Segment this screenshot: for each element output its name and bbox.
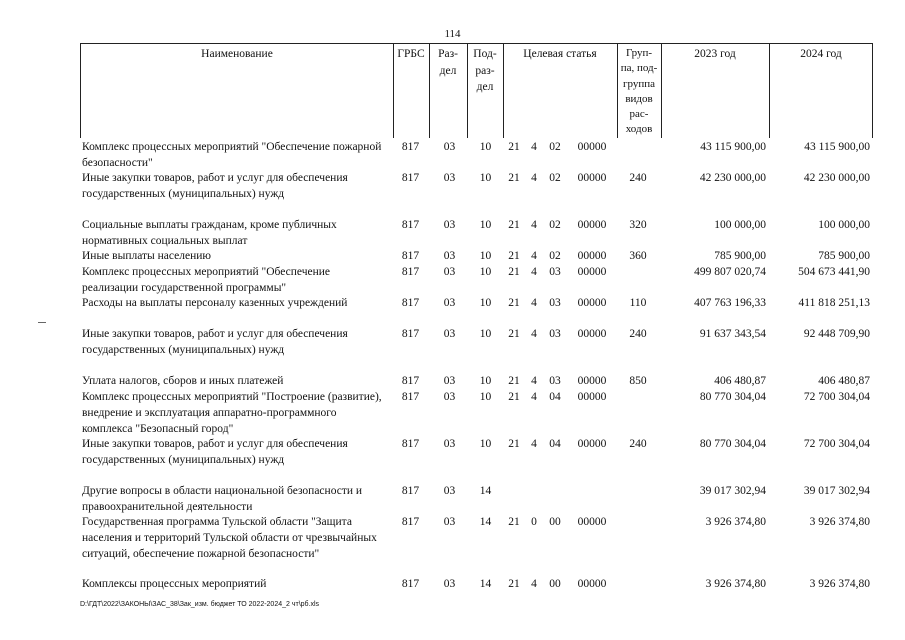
- cell-t4: 00000: [577, 219, 607, 231]
- cell-razdel: 03: [443, 485, 456, 497]
- cell-t2: 4: [531, 328, 537, 340]
- cell-grbs: 817: [401, 297, 420, 309]
- cell-grbs: 817: [401, 485, 420, 497]
- cell-podrazdel: 10: [479, 141, 492, 153]
- cell-razdel: 03: [443, 219, 456, 231]
- cell-y2024: 42 230 000,00: [803, 172, 870, 184]
- cell-t4: 00000: [577, 516, 607, 528]
- cell-razdel: 03: [443, 438, 456, 450]
- cell-t1: 21: [508, 250, 520, 262]
- header-grbs: ГРБС: [397, 48, 425, 60]
- cell-y2023: 406 480,87: [714, 375, 766, 387]
- cell-t4: 00000: [577, 438, 607, 450]
- cell-podrazdel: 10: [479, 250, 492, 262]
- cell-grbs: 817: [401, 375, 420, 387]
- cell-vr: 360: [629, 250, 647, 262]
- cell-t3: 00: [549, 516, 561, 528]
- cell-razdel: 03: [443, 391, 456, 403]
- cell-t2: 4: [531, 297, 537, 309]
- cell-podrazdel: 10: [479, 172, 492, 184]
- cell-razdel: 03: [443, 297, 456, 309]
- cell-razdel: 03: [443, 172, 456, 184]
- cell-y2024: 39 017 302,94: [803, 485, 870, 497]
- cell-t1: 21: [508, 578, 520, 590]
- cell-y2024: 411 818 251,13: [798, 297, 870, 309]
- cell-t4: 00000: [577, 141, 607, 153]
- cell-name: Комплекс процессных мероприятий "Обеспечение реализации государственной программы": [82, 266, 331, 294]
- cell-y2023: 80 770 304,04: [699, 438, 766, 450]
- cell-t2: 4: [531, 266, 537, 278]
- cell-y2024: 504 673 441,90: [798, 266, 870, 278]
- cell-t2: 4: [531, 375, 537, 387]
- cell-t3: 03: [549, 328, 561, 340]
- cell-t3: 03: [549, 375, 561, 387]
- cell-t2: 0: [531, 516, 537, 528]
- cell-t2: 4: [531, 219, 537, 231]
- cell-vr: 240: [629, 328, 647, 340]
- cell-t3: 02: [549, 219, 561, 231]
- cell-razdel: 03: [443, 328, 456, 340]
- margin-mark: [38, 322, 46, 323]
- cell-t1: 21: [508, 141, 520, 153]
- cell-t1: 21: [508, 266, 520, 278]
- cell-t3: 02: [549, 250, 561, 262]
- cell-y2023: 3 926 374,80: [705, 516, 766, 528]
- cell-y2023: 785 900,00: [714, 250, 766, 262]
- cell-razdel: 03: [443, 578, 456, 590]
- cell-y2023: 407 763 196,33: [694, 297, 766, 309]
- cell-grbs: 817: [401, 219, 420, 231]
- cell-t4: 00000: [577, 578, 607, 590]
- cell-y2023: 3 926 374,80: [705, 578, 766, 590]
- cell-t4: 00000: [577, 391, 607, 403]
- cell-t3: 04: [549, 391, 561, 403]
- cell-y2023: 100 000,00: [714, 219, 766, 231]
- cell-y2024: 3 926 374,80: [809, 578, 870, 590]
- cell-grbs: 817: [401, 438, 420, 450]
- cell-grbs: 817: [401, 141, 420, 153]
- cell-t1: 21: [508, 438, 520, 450]
- cell-t4: 00000: [577, 172, 607, 184]
- cell-y2024: 92 448 709,90: [803, 328, 870, 340]
- cell-name: Иные закупки товаров, работ и услуг для обеспечения государственных (муниципальных) нужд: [82, 328, 348, 356]
- cell-t2: 4: [531, 578, 537, 590]
- cell-y2024: 72 700 304,04: [803, 391, 870, 403]
- cell-name: Комплекс процессных мероприятий "Обеспечение пожарной безопасности": [82, 141, 382, 169]
- header-name: Наименование: [201, 48, 273, 60]
- cell-y2024: 406 480,87: [818, 375, 870, 387]
- cell-podrazdel: 10: [479, 297, 492, 309]
- cell-name: Социальные выплаты гражданам, кроме публичных нормативных социальных выплат: [82, 219, 337, 247]
- cell-razdel: 03: [443, 250, 456, 262]
- cell-razdel: 03: [443, 141, 456, 153]
- cell-t1: 21: [508, 172, 520, 184]
- cell-vr: 240: [629, 438, 647, 450]
- cell-y2024: 72 700 304,04: [803, 438, 870, 450]
- cell-y2023: 39 017 302,94: [699, 485, 766, 497]
- cell-grbs: 817: [401, 516, 420, 528]
- cell-t3: 00: [549, 578, 561, 590]
- cell-t4: 00000: [577, 375, 607, 387]
- cell-podrazdel: 10: [479, 391, 492, 403]
- cell-t3: 02: [549, 172, 561, 184]
- cell-name: Комплекс процессных мероприятий "Построение (развитие), внедрение и эксплуатация аппаратно-программного комплекса "Безопасный город": [82, 391, 382, 435]
- cell-t3: 03: [549, 266, 561, 278]
- header-podrazdel: Под- раз- дел: [473, 48, 497, 93]
- cell-y2023: 43 115 900,00: [700, 141, 766, 153]
- cell-t1: 21: [508, 219, 520, 231]
- cell-name: Иные закупки товаров, работ и услуг для обеспечения государственных (муниципальных) нужд: [82, 172, 348, 200]
- cell-t4: 00000: [577, 266, 607, 278]
- cell-podrazdel: 10: [479, 328, 492, 340]
- cell-podrazdel: 10: [479, 375, 492, 387]
- cell-grbs: 817: [401, 578, 420, 590]
- cell-podrazdel: 10: [479, 219, 492, 231]
- cell-t1: 21: [508, 516, 520, 528]
- cell-t3: 04: [549, 438, 561, 450]
- cell-t1: 21: [508, 328, 520, 340]
- cell-name: Расходы на выплаты персоналу казенных учреждений: [82, 297, 348, 309]
- header-vid: Груп- па, под- группа видов рас- ходов: [620, 47, 658, 136]
- cell-razdel: 03: [443, 516, 456, 528]
- cell-vr: 850: [629, 375, 647, 387]
- cell-t1: 21: [508, 391, 520, 403]
- cell-vr: 240: [629, 172, 647, 184]
- cell-grbs: 817: [401, 266, 420, 278]
- cell-y2023: 42 230 000,00: [699, 172, 766, 184]
- cell-podrazdel: 14: [479, 516, 492, 528]
- cell-t2: 4: [531, 391, 537, 403]
- cell-t3: 02: [549, 141, 561, 153]
- cell-y2023: 80 770 304,04: [699, 391, 766, 403]
- header-razdel: Раз- дел: [438, 48, 458, 77]
- cell-y2023: 499 807 020,74: [694, 266, 766, 278]
- cell-name: Уплата налогов, сборов и иных платежей: [82, 375, 284, 387]
- cell-grbs: 817: [401, 172, 420, 184]
- cell-y2024: 3 926 374,80: [809, 516, 870, 528]
- cell-podrazdel: 14: [479, 578, 492, 590]
- cell-t4: 00000: [577, 297, 607, 309]
- cell-t3: 03: [549, 297, 561, 309]
- header-2023: 2023 год: [694, 48, 736, 60]
- cell-grbs: 817: [401, 391, 420, 403]
- cell-t1: 21: [508, 297, 520, 309]
- table-header: [80, 43, 873, 138]
- cell-vr: 320: [629, 219, 647, 231]
- cell-y2024: 43 115 900,00: [804, 141, 870, 153]
- cell-y2024: 100 000,00: [818, 219, 870, 231]
- cell-t4: 00000: [577, 250, 607, 262]
- cell-y2023: 91 637 343,54: [699, 328, 766, 340]
- cell-razdel: 03: [443, 266, 456, 278]
- cell-t2: 4: [531, 141, 537, 153]
- cell-name: Иные закупки товаров, работ и услуг для обеспечения государственных (муниципальных) нужд: [82, 438, 348, 466]
- cell-t2: 4: [531, 438, 537, 450]
- file-path: D:\ГДТ\2022\ЗАКОНЫ\ЗАС_38\Зак_изм. бюджет ТО 2022-2024_2 чт\рб.xls: [80, 601, 320, 608]
- cell-vr: 110: [629, 297, 647, 309]
- cell-t2: 4: [531, 250, 537, 262]
- cell-name: Государственная программа Тульской области "Защита населения и территорий Тульской области от чрезвычайных ситуаций, обеспечение пожарной безопасности": [82, 516, 377, 560]
- cell-t1: 21: [508, 375, 520, 387]
- cell-podrazdel: 10: [479, 438, 492, 450]
- cell-grbs: 817: [401, 250, 420, 262]
- cell-grbs: 817: [401, 328, 420, 340]
- header-target: Целевая статья: [523, 48, 597, 60]
- cell-name: Другие вопросы в области национальной безопасности и правоохранительной деятельности: [82, 485, 363, 513]
- cell-podrazdel: 14: [479, 485, 492, 497]
- cell-t2: 4: [531, 172, 537, 184]
- header-2024: 2024 год: [800, 48, 842, 60]
- cell-y2024: 785 900,00: [818, 250, 870, 262]
- page-number: 114: [444, 28, 461, 40]
- cell-name: Иные выплаты населению: [82, 250, 211, 262]
- cell-razdel: 03: [443, 375, 456, 387]
- cell-podrazdel: 10: [479, 266, 492, 278]
- cell-name: Комплексы процессных мероприятий: [82, 578, 267, 590]
- cell-t4: 00000: [577, 328, 607, 340]
